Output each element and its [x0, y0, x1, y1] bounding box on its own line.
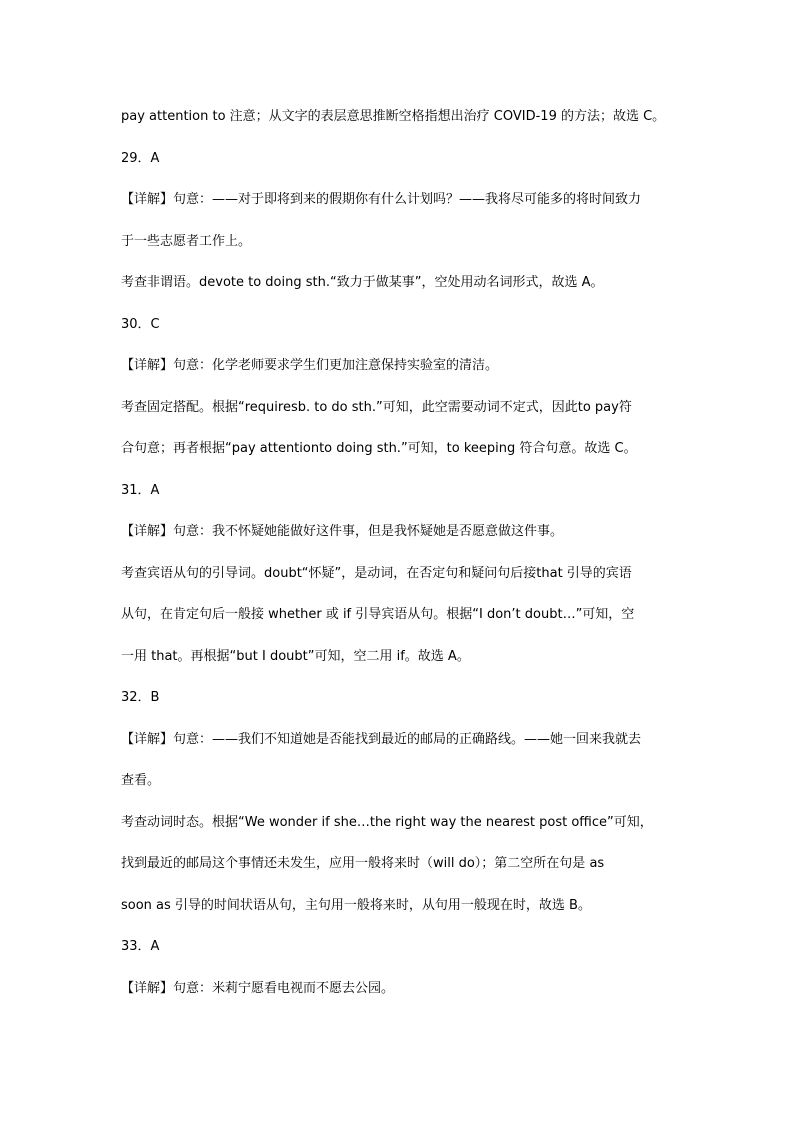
explanation-text: 合句意；再者根据“pay attentionto doing sth.”可知，to keeping 符合句意。故选 C。: [121, 441, 637, 456]
detail-text: 【详解】句意：米莉宁愿看电视而不愿去公园。: [121, 981, 395, 996]
detail-text: 【详解】句意：化学老师要求学生们更加注意保持实验室的清洁。: [121, 358, 499, 373]
question-number-31: 31．A: [121, 483, 160, 498]
question-number-33: 33．A: [121, 939, 160, 954]
question-number-29: 29．A: [121, 151, 160, 166]
question-number-30: 30．C: [121, 317, 160, 332]
explanation-text: pay attention to 注意；从文字的表层意思推断空格指想出治疗 COVID-19 的方法；故选 C。: [121, 109, 666, 124]
explanation-text: soon as 引导的时间状语从句，主句用一般将来时，从句用一般现在时，故选 B。: [121, 898, 591, 913]
explanation-text: 从句，在肯定句后一般接 whether 或 if 引导宾语从句。根据“I don’t doubt…”可知，空: [121, 607, 635, 622]
detail-text: 【详解】句意：我不怀疑她能做好这件事，但是我怀疑她是否愿意做这件事。: [121, 524, 564, 539]
detail-text: 于一些志愿者工作上。: [121, 234, 252, 249]
explanation-text: 考查宾语从句的引导词。doubt“怀疑”，是动词，在否定句和疑问句后接that 引导的宾语: [121, 566, 632, 581]
explanation-text: 考查非谓语。devote to doing sth.“致力于做某事”，空处用动名词形式，故选 A。: [121, 275, 604, 290]
explanation-text: 一用 that。再根据“but I doubt”可知，空二用 if。故选 A。: [121, 649, 470, 664]
explanation-text: 考查固定搭配。根据“requiresb. to do sth.”可知，此空需要动词不定式，因此to pay符: [121, 400, 632, 415]
question-number-32: 32．B: [121, 690, 160, 705]
detail-text: 查看。: [121, 773, 161, 788]
detail-text: 【详解】句意：——对于即将到来的假期你有什么计划吗？——我将尽可能多的将时间致力: [121, 192, 642, 207]
explanation-text: 找到最近的邮局这个事情还未发生，应用一般将来时（will do）；第二空所在句是 as: [121, 856, 605, 871]
explanation-text: 考查动词时态。根据“We wonder if she…the right way the nearest post office”可知，: [121, 815, 653, 830]
detail-text: 【详解】句意：——我们不知道她是否能找到最近的邮局的正确路线。——她一回来我就去: [121, 732, 642, 747]
